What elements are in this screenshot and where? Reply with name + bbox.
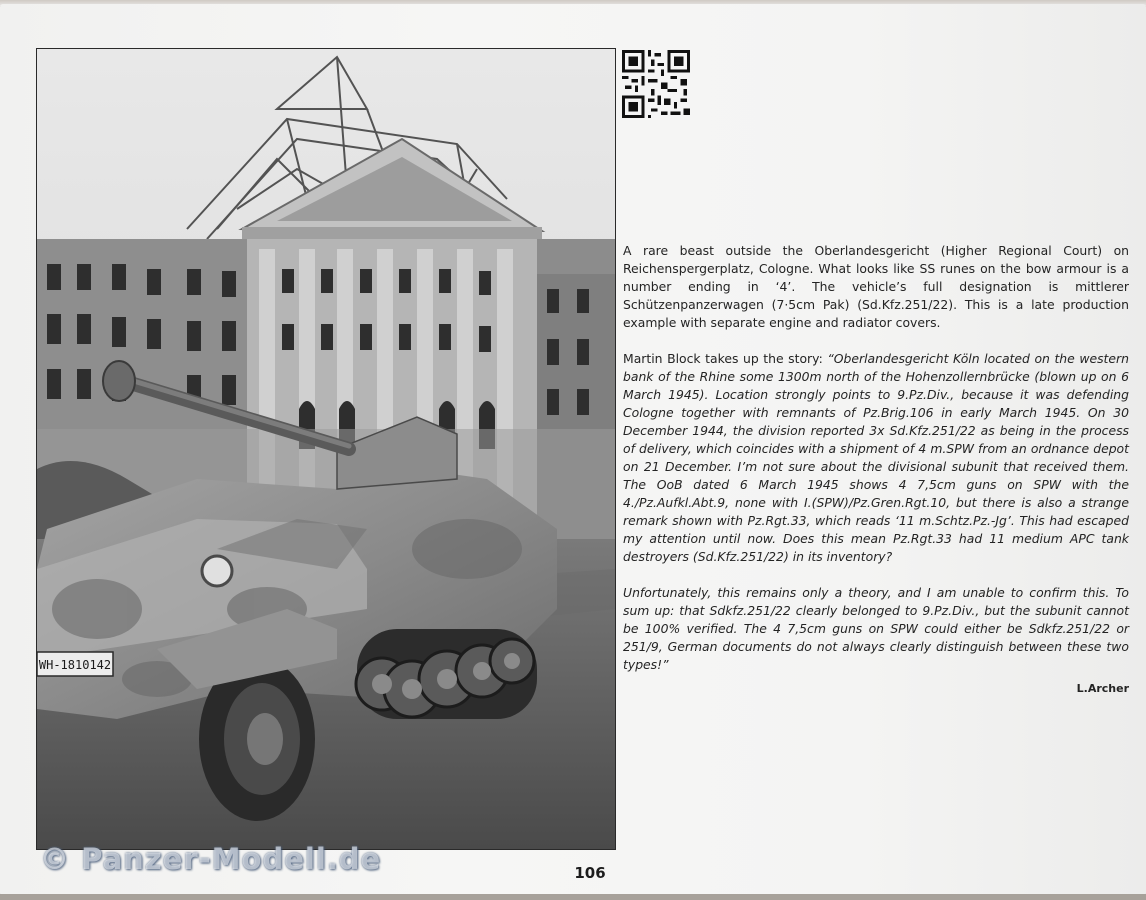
book-bottom-edge bbox=[0, 894, 1146, 900]
photo-caption: A rare beast outside the Oberlandesgericht (Higher Regional Court) on Reichenspergerplatz, Cologne. What looks like SS runes on the bow armour is a number ending in ‘4’. The vehicle’s full designation is mittlerer Schützenpanzerwagen (7·5cm Pak) (Sd.Kfz.251/22). This is a late production example with separate engine and radiator covers. bbox=[623, 243, 1129, 330]
story-quote: “Oberlandesgericht Köln located on the western bank of the Rhine some 1300m north of the Hohenzollernbrücke (blown up on 6 March 1945). Location strongly points to 9.Pz.Div., because it was defending Cologne together with remnants of Pz.Brig.106 in early March 1945. On 30 December 1944, the division reported 3x Sd.Kfz.251/22 as being in the process of delivery, which coincides with a shipment of 4 m.SPW from an ordnance depot on 21 December. I’m not sure about the divisional subunit that received them. The OoB dated 6 March 1945 shows 4 7,5cm guns on SPW with the 4./Pz.Aufkl.Abt.9, none with I.(SPW)/Pz.Gren.Rgt.10, but there is also a strange remark shown with Pz.Rgt.33, which reads ‘11 m.Schtz.Pz.-Jg’. This had escaped my attention until now. Does this mean Pz.Rgt.33 had 11 medium APC tank destroyers (Sd.Kfz.251/22) in its inventory? bbox=[623, 351, 1129, 564]
watermark: © Panzer-Modell.de bbox=[40, 842, 382, 876]
license-plate: WH-1810142 bbox=[38, 658, 112, 672]
page-number: 106 bbox=[574, 864, 606, 882]
author-signature: L.Archer bbox=[1076, 682, 1129, 695]
article-text bbox=[623, 242, 1129, 698]
book-page bbox=[0, 4, 1146, 896]
conclusion-paragraph: Unfortunately, this remains only a theory, and I am unable to confirm this. To sum up: that Sdkfz.251/22 clearly belonged to 9.Pz.Div., but the subunit cannot be 100% verified. The 4 7,5cm guns on SPW could either be Sdkfz.251/22 or 251/9, German documents do not always clearly distinguish between these two types!” bbox=[623, 585, 1129, 672]
halftrack-photo bbox=[36, 48, 616, 850]
story-paragraph bbox=[623, 350, 1129, 566]
story-intro: Martin Block takes up the story: bbox=[623, 351, 828, 366]
qr-code bbox=[622, 50, 690, 118]
